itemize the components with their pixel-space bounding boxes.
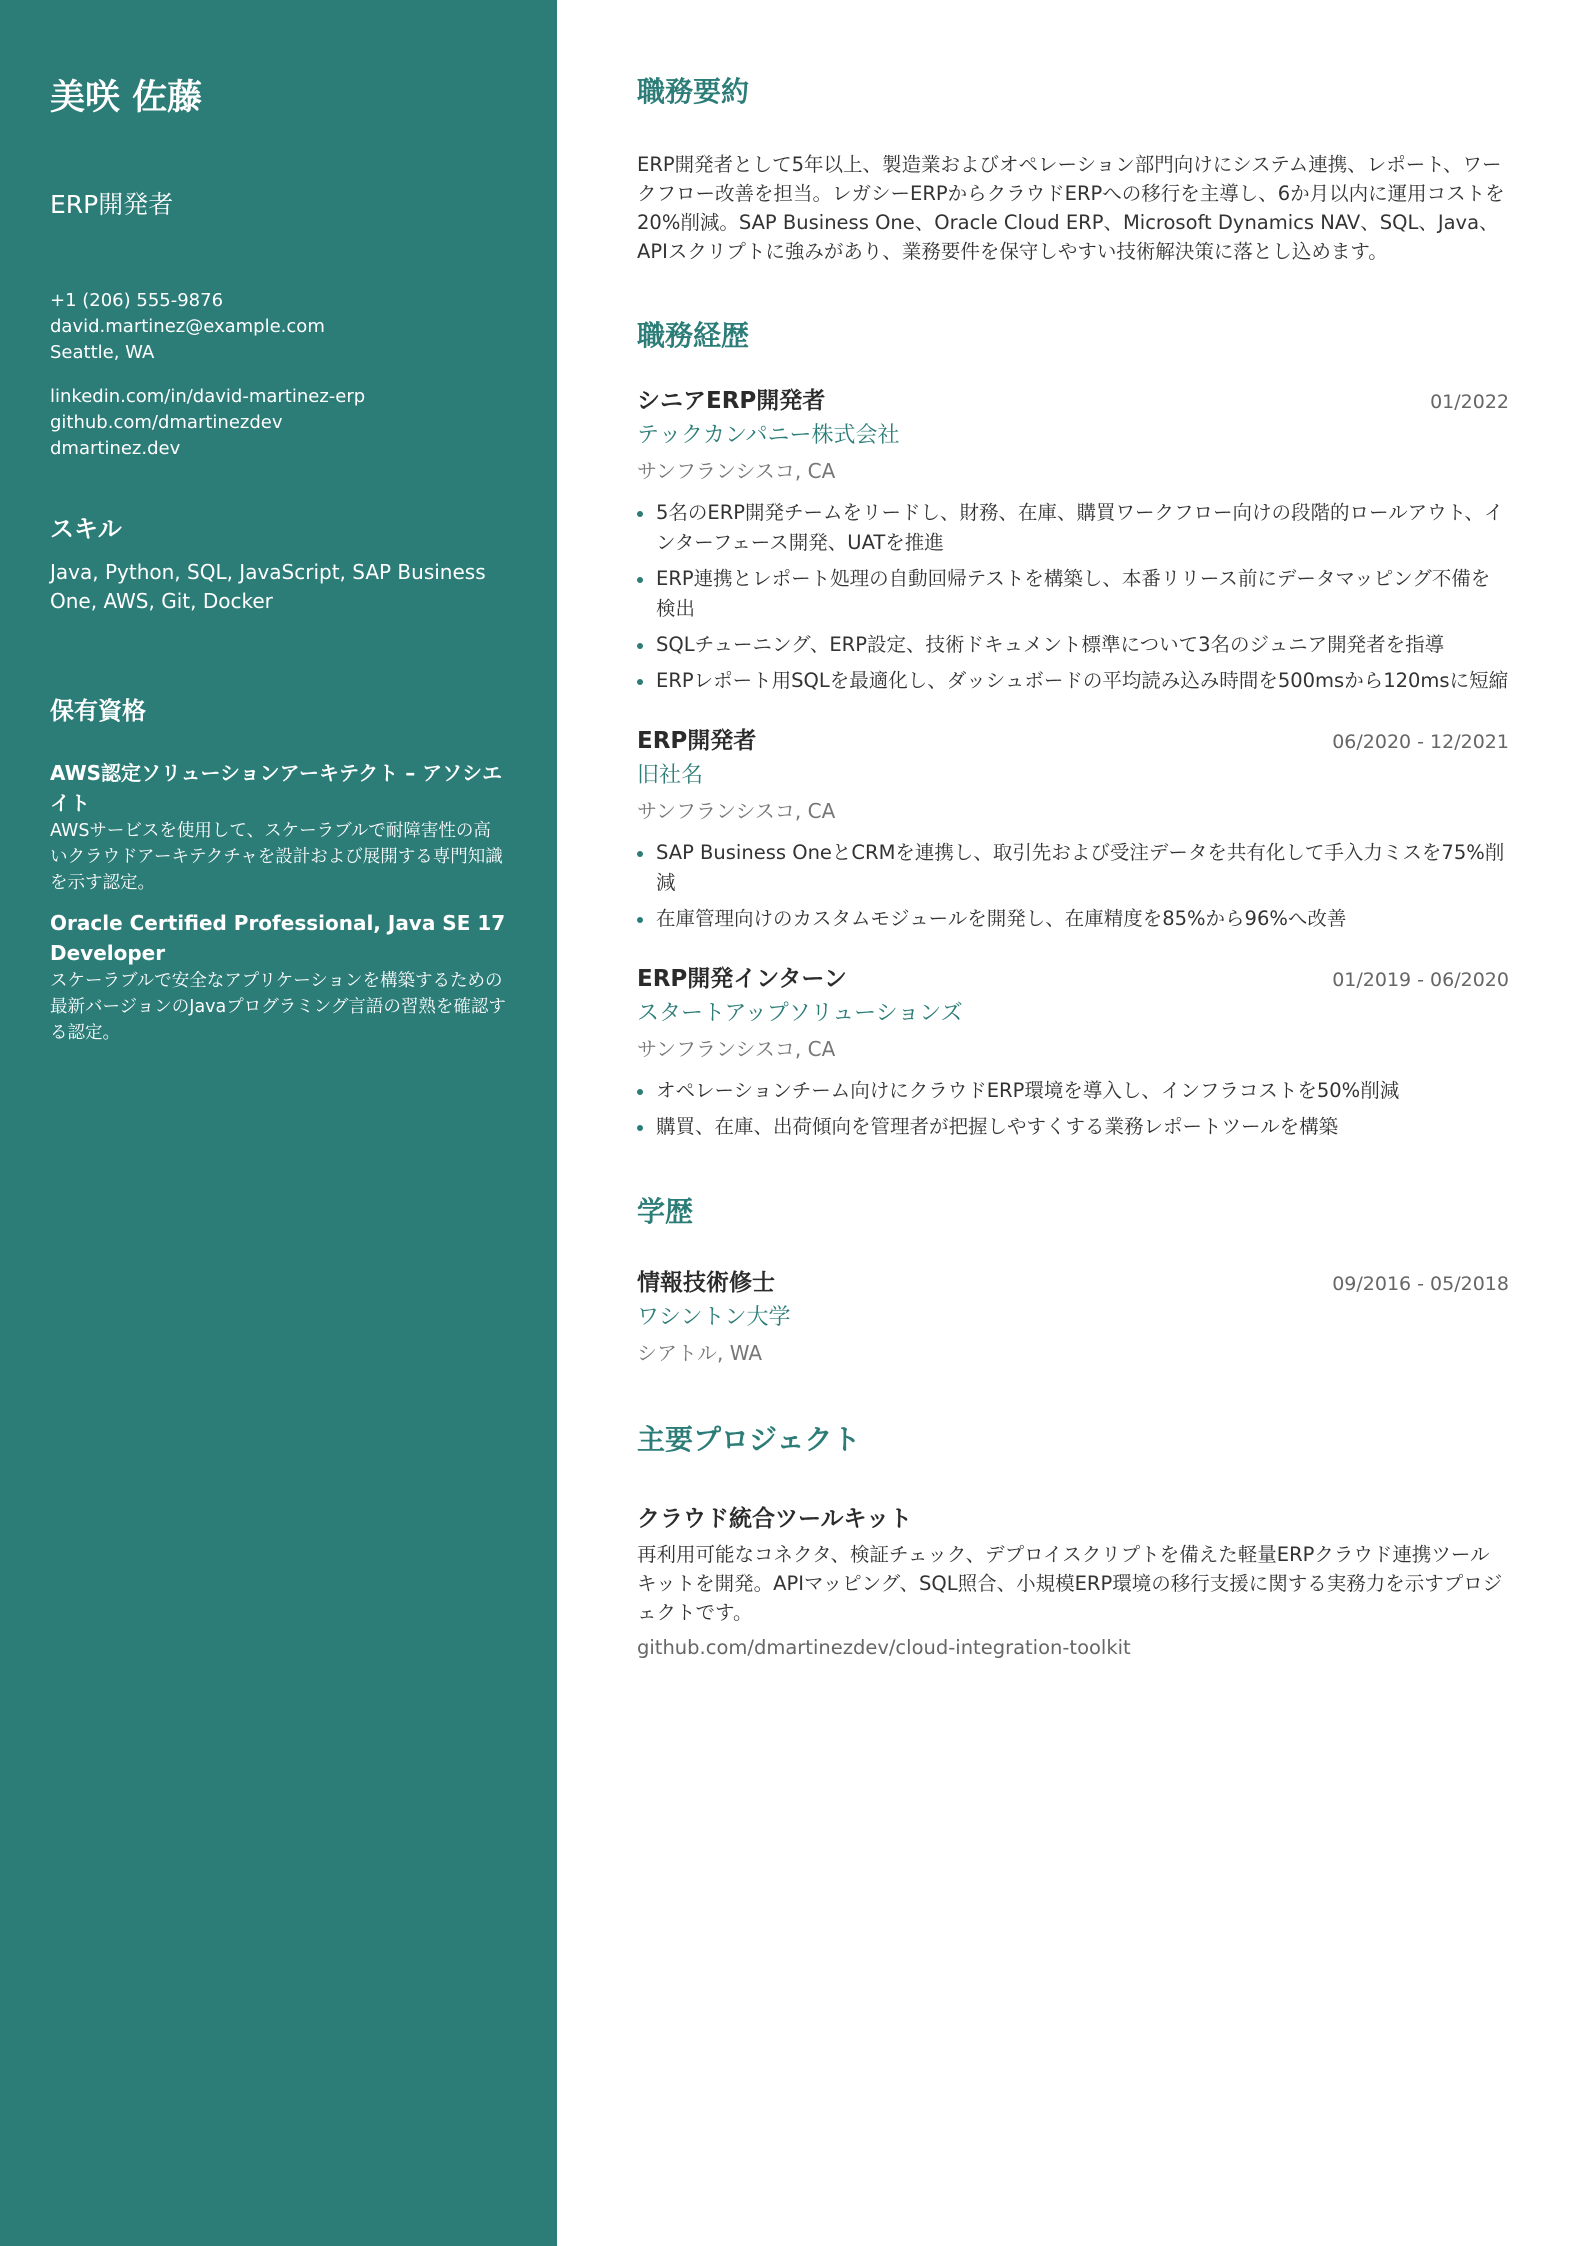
profile-links	[50, 384, 507, 462]
project-title: クラウド統合ツールキット	[637, 1506, 913, 1532]
phone-text: +1 (206) 555-9876	[50, 290, 224, 311]
website-link[interactable]: dmartinez.dev	[50, 438, 181, 459]
certification-description: スケーラブルで安全なアプリケーションを構築するための最新バージョンのJavaプログラミング言語の習熟を確認する認定。	[50, 971, 506, 1043]
bullet-item: 5名のERP開発チームをリードし、財務、在庫、購買ワークフロー向けの段階的ロールアウト、インターフェース開発、UATを推進	[637, 498, 1509, 558]
job-title: シニアERP開発者	[637, 388, 826, 414]
linkedin-link[interactable]: linkedin.com/in/david-martinez-erp	[50, 386, 366, 407]
job-bullets	[637, 1076, 1509, 1142]
certification-description: AWSサービスを使用して、スケーラブルで耐障害性の高いクラウドアーキテクチャを設計および展開する専門知識を示す認定。	[50, 821, 503, 893]
contact-info	[50, 288, 507, 366]
job-header	[637, 384, 1509, 418]
job-header	[637, 724, 1509, 758]
sidebar	[0, 0, 557, 2246]
job-title: ERP開発者	[637, 728, 757, 754]
bullet-item: SAP Business OneとCRMを連携し、取引先および受注データを共有化して手入力ミスを75%削減	[637, 838, 1509, 898]
bullet-item: オペレーションチーム向けにクラウドERP環境を導入し、インフラコストを50%削減	[637, 1076, 1509, 1106]
job-company: スタートアップソリューションズ	[637, 1001, 963, 1026]
bullet-item: SQLチューニング、ERP設定、技術ドキュメント標準について3名のジュニア開発者を指導	[637, 630, 1509, 660]
job-location: サンフランシスコ, CA	[637, 459, 836, 483]
skills-heading: スキル	[50, 515, 122, 543]
candidate-role: ERP開発者	[50, 190, 174, 219]
summary-text: ERP開発者として5年以上、製造業およびオペレーション部門向けにシステム連携、レポート、ワークフロー改善を担当。レガシーERPからクラウドERPへの移行を主導し、6か月以内に運用コストを20%削減。SAP Business One、Oracle Cloud ERP、Microsoft Dynamics NAV、SQL、Java、APIスクリプトに強みがあり、業務要件を保守しやすい技術解決策に落とし込めます。	[637, 153, 1505, 263]
school-name: ワシントン大学	[637, 1305, 791, 1330]
job-entry	[637, 384, 1509, 696]
job-date: 06/2020 - 12/2021	[1332, 731, 1509, 753]
bullet-item: 購買、在庫、出荷傾向を管理者が把握しやすくする業務レポートツールを構築	[637, 1112, 1509, 1142]
skills-list: Java, Python, SQL, JavaScript, SAP Business One, AWS, Git, Docker	[50, 560, 486, 613]
job-company: 旧社名	[637, 763, 704, 788]
candidate-name: 美咲 佐藤	[50, 78, 203, 118]
job-header	[637, 962, 1509, 996]
job-entry	[637, 962, 1509, 1142]
email-link[interactable]: david.martinez@example.com	[50, 316, 325, 337]
job-entry	[637, 724, 1509, 934]
education-header	[637, 1266, 1509, 1300]
certification-title: AWS認定ソリューションアーキテクト – アソシエイト	[50, 761, 503, 815]
job-bullets	[637, 498, 1509, 696]
github-link[interactable]: github.com/dmartinezdev	[50, 412, 283, 433]
certification-title: Oracle Certified Professional, Java SE 17 Developer	[50, 911, 506, 965]
main-content	[637, 0, 1509, 1665]
job-date: 01/2019 - 06/2020	[1332, 969, 1509, 991]
education-heading: 学歴	[637, 1195, 694, 1228]
job-company: テックカンパニー株式会社	[637, 423, 900, 448]
school-location: シアトル, WA	[637, 1341, 763, 1365]
certification-item	[50, 758, 507, 896]
job-location: サンフランシスコ, CA	[637, 1037, 836, 1061]
education-date: 09/2016 - 05/2018	[1332, 1273, 1509, 1295]
project-description: 再利用可能なコネクタ、検証チェック、デプロイスクリプトを備えた軽量ERPクラウド連携ツールキットを開発。APIマッピング、SQL照合、小規模ERP環境の移行支援に関する実務力を示すプロジェクトです。	[637, 1543, 1503, 1624]
job-title: ERP開発インターン	[637, 966, 847, 992]
projects-heading: 主要プロジェクト	[637, 1423, 861, 1456]
summary-heading: 職務要約	[637, 75, 750, 108]
experience-heading: 職務経歴	[637, 319, 750, 352]
degree-title: 情報技術修士	[637, 1270, 775, 1296]
location-text: Seattle, WA	[50, 342, 155, 363]
project-entry	[637, 1502, 1509, 1665]
project-link[interactable]: github.com/dmartinezdev/cloud-integration-toolkit	[637, 1636, 1131, 1659]
job-bullets	[637, 838, 1509, 934]
bullet-item: ERPレポート用SQLを最適化し、ダッシュボードの平均読み込み時間を500msから120msに短縮	[637, 666, 1509, 696]
job-location: サンフランシスコ, CA	[637, 799, 836, 823]
certifications-heading: 保有資格	[50, 697, 146, 725]
certification-list	[50, 758, 507, 1046]
certification-item	[50, 908, 507, 1046]
bullet-item: ERP連携とレポート処理の自動回帰テストを構築し、本番リリース前にデータマッピング不備を検出	[637, 564, 1509, 624]
job-date: 01/2022	[1430, 391, 1509, 413]
education-entry	[637, 1266, 1509, 1370]
bullet-item: 在庫管理向けのカスタムモジュールを開発し、在庫精度を85%から96%へ改善	[637, 904, 1509, 934]
